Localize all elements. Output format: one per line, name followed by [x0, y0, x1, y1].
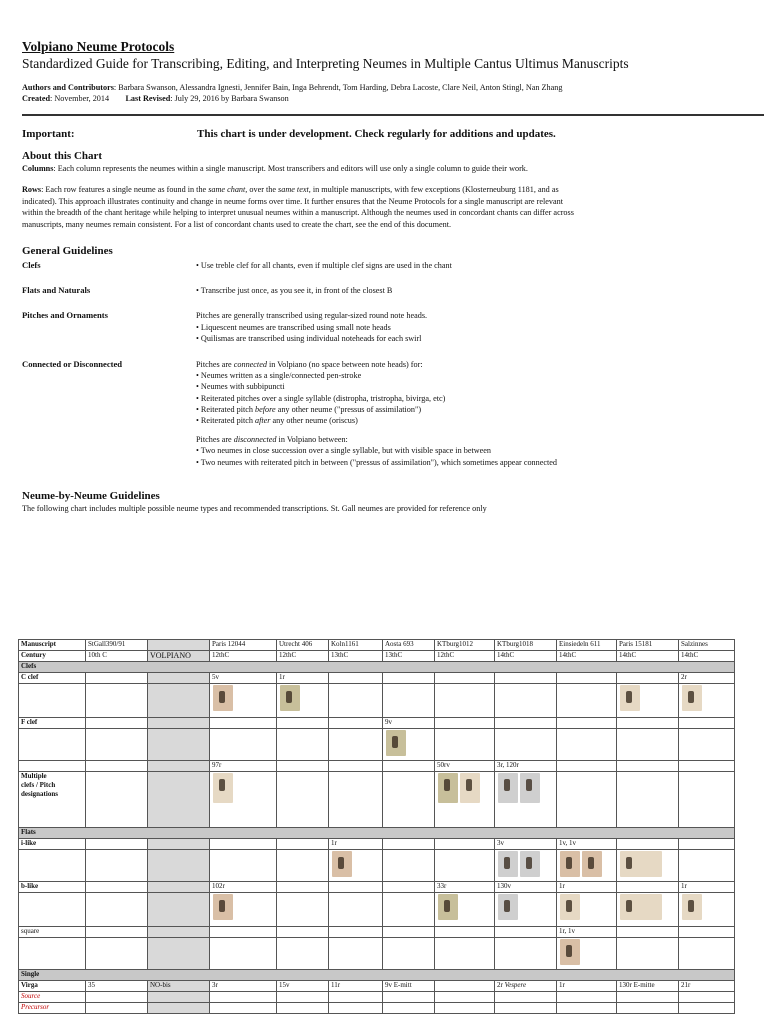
row-multi-folios — [19, 761, 735, 772]
folio-label: 1v, 1v — [557, 839, 617, 850]
manuscript-image — [438, 773, 458, 803]
row-f-clef-images — [19, 729, 735, 761]
blike-label: b-like — [19, 882, 86, 893]
multi-label: designations — [21, 790, 58, 798]
row-square — [19, 927, 735, 938]
folio-label: 130v — [495, 882, 557, 893]
document-page — [22, 38, 744, 515]
disconnected-intro: Pitches are disconnected in Volpiano between: — [196, 435, 348, 445]
row-i-like — [19, 839, 735, 850]
guideline-flats — [22, 285, 744, 296]
disconnected-item-2: • Two neumes with reiterated pitch in between ("pressus of assimilation"), which sometimes appear connected — [196, 457, 558, 467]
guideline-connected — [22, 359, 744, 468]
ms-utrecht: Utrecht 406 — [277, 640, 329, 651]
manuscript-image — [682, 894, 702, 920]
ms-ktburg1018: KTburg1018 — [495, 640, 557, 651]
century-cell: 14thC — [557, 651, 617, 662]
century-cell: 14thC — [679, 651, 735, 662]
century-cell: 14thC — [495, 651, 557, 662]
manuscript-image — [438, 894, 458, 920]
neume-chart — [18, 639, 735, 1014]
clefs-label: Clefs — [22, 259, 41, 270]
c-clef-label: C clef — [19, 673, 86, 684]
century-cell: 10th C — [86, 651, 148, 662]
volpiano-header: VOLPIANO — [148, 651, 210, 662]
row-c-clef-images — [19, 684, 735, 718]
ilike-label: i-like — [19, 839, 86, 850]
folio-label: 3r — [210, 981, 277, 992]
manuscript-image — [620, 894, 662, 920]
manuscript-image — [498, 851, 518, 877]
folio-label: 1r, 1v — [557, 927, 617, 938]
flats-text: • Transcribe just once, as you see it, in front of the closest B — [196, 286, 393, 296]
important-notice — [22, 128, 744, 140]
century-header: Century — [19, 651, 86, 662]
folio-label: 1r — [329, 839, 383, 850]
folio-label: 1r — [679, 882, 735, 893]
ms-paris12044: Paris 12044 — [210, 640, 277, 651]
connected-label: Connected or Disconnected — [22, 359, 123, 369]
rows-line-2: indicated). This approach illustrates continuity and change in neume forms over time. It further ensures that the Neume Protocols for a single manuscript are relevant — [22, 196, 563, 206]
ms-stgall: StGall390/91 — [86, 640, 148, 651]
header-divider — [22, 114, 764, 116]
folio-label: 1r — [557, 882, 617, 893]
folio-label: 2r — [497, 981, 505, 989]
manuscript-image — [280, 685, 300, 711]
manuscript-image — [213, 773, 233, 803]
ms-einsiedeln: Einsiedeln 611 — [557, 640, 617, 651]
source-label: Source — [19, 992, 86, 1003]
folio-label: 5v — [210, 673, 277, 684]
connected-item-1: • Neumes written as a single/connected pen-stroke — [196, 371, 362, 381]
manuscript-image — [520, 773, 540, 803]
section-clefs — [19, 662, 735, 673]
ms-koln: Koln1161 — [329, 640, 383, 651]
multi-label: clefs / Pitch — [21, 781, 56, 789]
rows-same-text: same text — [278, 184, 309, 194]
connected-item-2: • Neumes with subbipuncti — [196, 382, 285, 392]
neume-heading: Neume-by-Neume Guidelines — [22, 489, 160, 502]
manuscript-image — [582, 851, 602, 877]
flats-label: Flats and Naturals — [22, 285, 91, 296]
disconnected-item-1: • Two neumes in close succession over a single syllable, but with visible space in between — [196, 446, 492, 456]
ms-paris15181: Paris 15181 — [617, 640, 679, 651]
manuscript-image — [560, 851, 580, 877]
revised-label: Last Revised — [125, 94, 171, 103]
columns-text: : Each column represents the neumes within a single manuscript. Most transcribers and editors will use only a single column to guide their work. — [53, 164, 528, 173]
rows-line-3: within the breadth of the chant heritage while helping to interpret unusual neumes within a manuscript. Although the neumes used in concordant chants can differ across — [22, 208, 574, 218]
row-virga-precursor — [19, 1003, 735, 1014]
rows-text-a: : Each row features a single neume as found in the — [41, 184, 209, 194]
important-text: This chart is under development. Check regularly for additions and updates. — [197, 128, 556, 140]
pitches-line-3: • Quilismas are transcribed using individual noteheads for each swirl — [196, 333, 422, 343]
folio-label: 102r — [210, 882, 277, 893]
multi-label: Multiple — [21, 772, 47, 780]
row-i-like-images — [19, 850, 735, 882]
connected-item-3: • Reiterated pitches over a single syllable (distropha, tristropha, bivirga, etc) — [196, 393, 446, 403]
manuscript-image — [560, 939, 580, 965]
general-heading: General Guidelines — [22, 244, 113, 257]
chant-name: Vespere — [504, 981, 527, 989]
folio-label: 9v E-mitt — [383, 981, 435, 992]
guideline-pitches — [22, 310, 744, 344]
folio-label: 1r — [557, 981, 617, 992]
square-label: square — [19, 927, 86, 938]
row-f-clef — [19, 718, 735, 729]
row-b-like — [19, 882, 735, 893]
neume-intro: The following chart includes multiple possible neume types and recommended transcriptions. St. Gall neumes are provided for reference only — [22, 503, 487, 513]
guideline-clefs — [22, 260, 744, 271]
century-row — [19, 651, 735, 662]
section-clefs-label: Clefs — [19, 662, 735, 673]
ms-ktburg1012: KTburg1012 — [435, 640, 495, 651]
connected-item-4: • Reiterated pitch before any other neume ("pressus of assimilation") — [196, 404, 422, 414]
manuscript-image — [620, 685, 640, 711]
precursor-label: Precursor — [19, 1003, 86, 1014]
columns-label: Columns — [22, 164, 54, 173]
important-label: Important: — [22, 128, 75, 140]
folio-label: 1r — [277, 673, 329, 684]
manuscript-image — [460, 773, 480, 803]
folio-label: 50rv — [435, 761, 495, 772]
pitches-line-2: • Liquescent neumes are transcribed using small note heads — [196, 322, 391, 332]
folio-label: 21r — [679, 981, 735, 992]
folio-label: 130r E-mitte — [617, 981, 679, 992]
folio-label: 2r — [679, 673, 735, 684]
about-heading: About this Chart — [22, 150, 103, 162]
rows-paragraph — [22, 184, 744, 231]
f-clef-label: F clef — [19, 718, 86, 729]
manuscript-image — [682, 685, 702, 711]
row-virga — [19, 981, 735, 992]
pitches-line-1: Pitches are generally transcribed using regular-sized round note heads. — [196, 311, 428, 321]
authors-label: Authors and Contributors — [22, 83, 114, 92]
rows-text-c: , in multiple manuscripts, with few exceptions (Klosterneuburg 1181, and as — [308, 184, 559, 194]
page-title: Volpiano Neume Protocols — [22, 39, 175, 54]
manuscript-image — [386, 730, 406, 756]
created-text: : November, 2014 — [50, 94, 110, 103]
section-single — [19, 970, 735, 981]
volpiano-cell: NO-bis — [148, 981, 210, 992]
folio-label: 9v — [383, 718, 435, 729]
columns-paragraph — [22, 163, 744, 175]
section-flats-label: Flats — [19, 828, 735, 839]
rows-same-chant: same chant — [208, 184, 246, 194]
folio-label: 15v — [277, 981, 329, 992]
virga-label: Virga — [19, 981, 86, 992]
folio-label: 3v — [495, 839, 557, 850]
rows-line-4: manuscripts, many neumes remain consistent. For a list of concordant chants used to create the chart, see the end of this document. — [22, 220, 452, 230]
row-b-like-images — [19, 893, 735, 927]
manuscript-image — [213, 894, 233, 920]
pitches-label: Pitches and Ornaments — [22, 310, 108, 321]
ms-volpiano — [148, 640, 210, 651]
rows-text-b: , over the — [245, 184, 279, 194]
century-cell: 12thC — [277, 651, 329, 662]
century-cell: 14thC — [617, 651, 679, 662]
connected-intro: Pitches are connected in Volpiano (no space between note heads) for: — [196, 360, 423, 369]
section-flats — [19, 828, 735, 839]
ms-aosta: Aosta 693 — [383, 640, 435, 651]
manuscript-image — [213, 685, 233, 711]
ms-salzinnes: Salzinnes — [679, 640, 735, 651]
page-subtitle: Standardized Guide for Transcribing, Editing, and Interpreting Neumes in Multiple Cantus Ultimus Manuscripts — [22, 56, 629, 71]
authors-block — [22, 82, 744, 104]
folio-label: 11r — [329, 981, 383, 992]
row-virga-source — [19, 992, 735, 1003]
century-cell: 13thC — [329, 651, 383, 662]
rows-label: Rows — [22, 184, 42, 194]
century-cell: 12thC — [435, 651, 495, 662]
revised-text: : July 29, 2016 by Barbara Swanson — [170, 94, 289, 103]
century-cell: 13thC — [383, 651, 435, 662]
folio-label: 97r — [210, 761, 277, 772]
folio-label: 35 — [86, 981, 148, 992]
manuscript-image — [620, 851, 662, 877]
manuscript-image — [560, 894, 580, 920]
manuscript-image — [332, 851, 352, 877]
row-c-clef — [19, 673, 735, 684]
row-square-images — [19, 938, 735, 970]
row-multiple-clefs — [19, 772, 735, 828]
authors-text: : Barbara Swanson, Alessandra Ignesti, Jennifer Bain, Inga Behrendt, Tom Harding, Debra Lacoste, Clare Neil, Anton Stingl, Nan Zhang — [113, 83, 563, 92]
connected-item-5: • Reiterated pitch after any other neume (oriscus) — [196, 416, 358, 426]
manuscript-row — [19, 640, 735, 651]
folio-label: 3r, 120r — [495, 761, 557, 772]
manuscript-header: Manuscript — [19, 640, 86, 651]
manuscript-image — [498, 894, 518, 920]
century-cell: 12thC — [210, 651, 277, 662]
clefs-text: • Use treble clef for all chants, even if multiple clef signs are used in the chant — [196, 260, 452, 270]
manuscript-image — [498, 773, 518, 803]
manuscript-image — [520, 851, 540, 877]
folio-label: 33r — [435, 882, 495, 893]
section-single-label: Single — [19, 970, 735, 981]
created-label: Created — [22, 94, 51, 103]
